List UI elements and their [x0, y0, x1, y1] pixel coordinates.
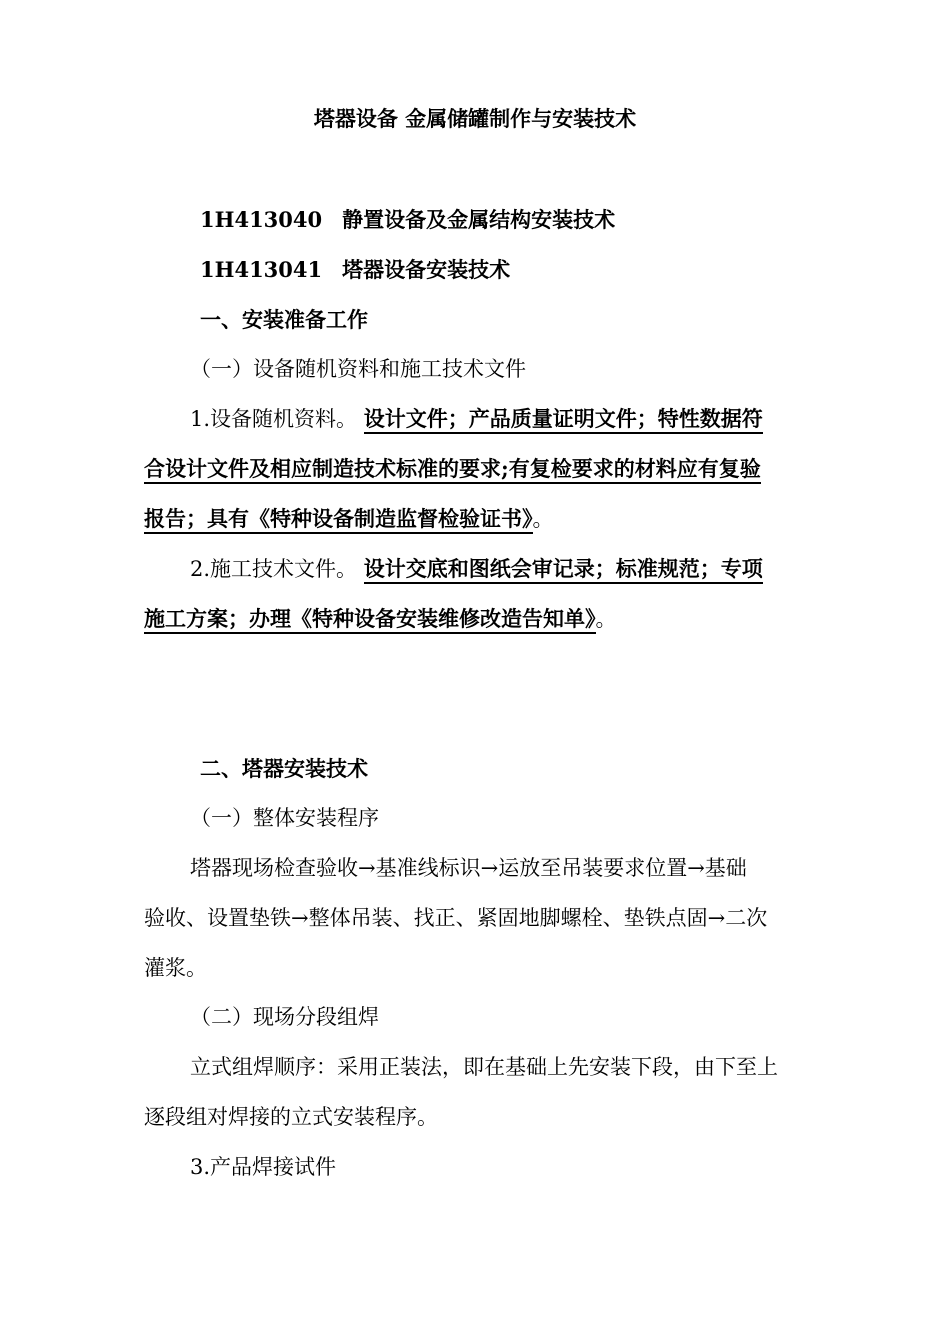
subsection-heading-1: （一）设备随机资料和施工技术文件 [190, 357, 526, 381]
item-2-line-1 [190, 554, 763, 584]
item-2-period: 。 [595, 607, 617, 631]
item-2-line-2 [144, 604, 617, 634]
item-1-underlined-text: 报告；具有《特种设备制造监督检验证书》 [144, 506, 533, 534]
item-1-underlined-text: 设计文件；产品质量证明文件；特性数据符 [364, 406, 763, 434]
paragraph-2-line-1: 立式组焊顺序：采用正装法，即在基础上先安装下段，由下至上 [190, 1055, 778, 1079]
item-3-heading: 3.产品焊接试件 [190, 1155, 337, 1179]
paragraph-1-line-3: 灌浆。 [144, 956, 207, 980]
document-title: 塔器设备 金属储罐制作与安装技术 [313, 106, 637, 131]
heading-code: 1H413040 [200, 207, 323, 232]
heading-code: 1H413041 [200, 257, 323, 282]
paragraph-2-line-2: 逐段组对焊接的立式安装程序。 [144, 1105, 438, 1129]
heading-text: 静置设备及金属结构安装技术 [342, 207, 616, 232]
heading-1h413040 [200, 205, 615, 235]
heading-1h413041 [200, 255, 510, 285]
section-heading-1: 一、安装准备工作 [200, 307, 368, 332]
item-2-underlined-text: 设计交底和图纸会审记录；标准规范；专项 [364, 556, 763, 584]
subsection-heading-3: （二）现场分段组焊 [190, 1005, 379, 1029]
item-2-prefix: 2.施工技术文件。 [190, 557, 358, 581]
item-2-underlined-text: 施工方案；办理《特种设备安装维修改造告知单》 [144, 606, 596, 634]
item-1-prefix: 1.设备随机资料。 [190, 407, 358, 431]
heading-text: 塔器设备安装技术 [342, 257, 511, 282]
item-1-line-3 [144, 504, 554, 534]
section-heading-2: 二、塔器安装技术 [200, 756, 368, 781]
item-1-period: 。 [532, 507, 554, 531]
item-1-line-2 [144, 454, 761, 484]
subsection-heading-2: （一）整体安装程序 [190, 806, 379, 830]
item-1-line-1 [190, 404, 763, 434]
paragraph-1-line-1: 塔器现场检查验收→基准线标识→运放至吊装要求位置→基础 [190, 856, 747, 880]
paragraph-1-line-2: 验收、设置垫铁→整体吊装、找正、紧固地脚螺栓、垫铁点固→二次 [144, 906, 768, 930]
item-1-underlined-text: 合设计文件及相应制造技术标准的要求;有复检要求的材料应有复验 [144, 456, 761, 484]
